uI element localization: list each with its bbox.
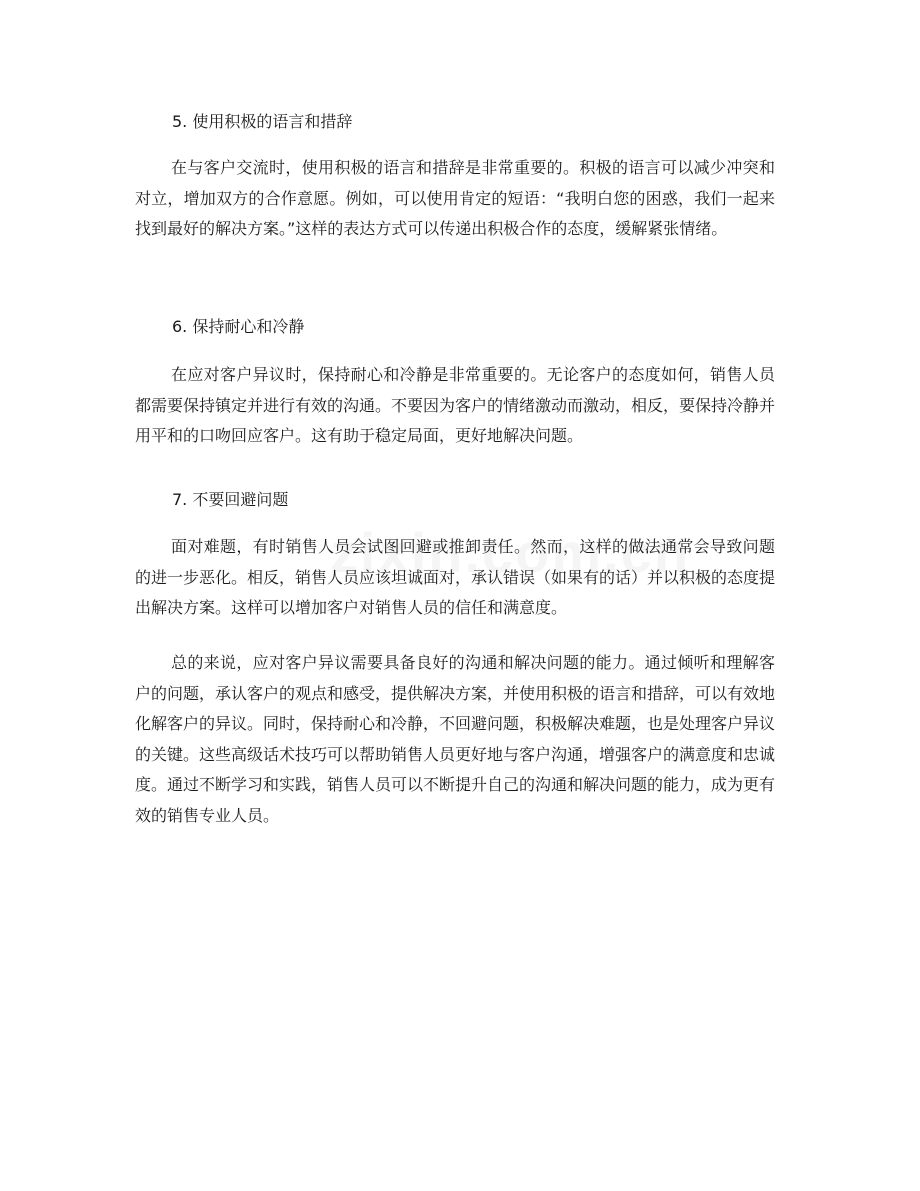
section-7-heading: 7. 不要回避问题 bbox=[172, 490, 289, 509]
section-5-paragraph: 在与客户交流时，使用积极的语言和措辞是非常重要的。积极的语言可以减少冲突和对立，增加双方的合作意愿。例如，可以使用肯定的短语：“我明白您的困惑，我们一起来找到最好的解决方案。”这样的表达方式可以传递出积极合作的态度，缓解紧张情绪。 bbox=[135, 158, 775, 238]
watermark bbox=[330, 520, 590, 585]
section-6-heading: 6. 保持耐心和冷静 bbox=[172, 317, 305, 336]
section-7-paragraph: 面对难题，有时销售人员会试图回避或推卸责任。然而，这样的做法通常会导致问题的进一步恶化。相反，销售人员应该坦诚面对，承认错误（如果有的话）并以积极的态度提出解决方案。这样可以增加客户对销售人员的信任和满意度。 bbox=[135, 537, 776, 617]
section-6-paragraph: 在应对客户异议时，保持耐心和冷静是非常重要的。无论客户的态度如何，销售人员都需要保持镇定并进行有效的沟通。不要因为客户的情绪激动而激动，相反，要保持冷静并用平和的口吻回应客户。这有助于稳定局面，更好地解决问题。 bbox=[135, 365, 776, 445]
conclusion-paragraph: 总的来说，应对客户异议需要具备良好的沟通和解决问题的能力。通过倾听和理解客户的问题，承认客户的观点和感受，提供解决方案，并使用积极的语言和措辞，可以有效地化解客户的异议。同时，保持耐心和冷静，不回避问题，积极解决难题，也是处理客户异议的关键。这些高级话术技巧可以帮助销售人员更好地与客户沟通，增强客户的满意度和忠诚度。通过不断学习和实践，销售人员可以不断提升自己的沟通和解决问题的能力，成为更有效的销售专业人员。 bbox=[135, 653, 776, 825]
section-5-heading: 5. 使用积极的语言和措辞 bbox=[172, 112, 353, 131]
